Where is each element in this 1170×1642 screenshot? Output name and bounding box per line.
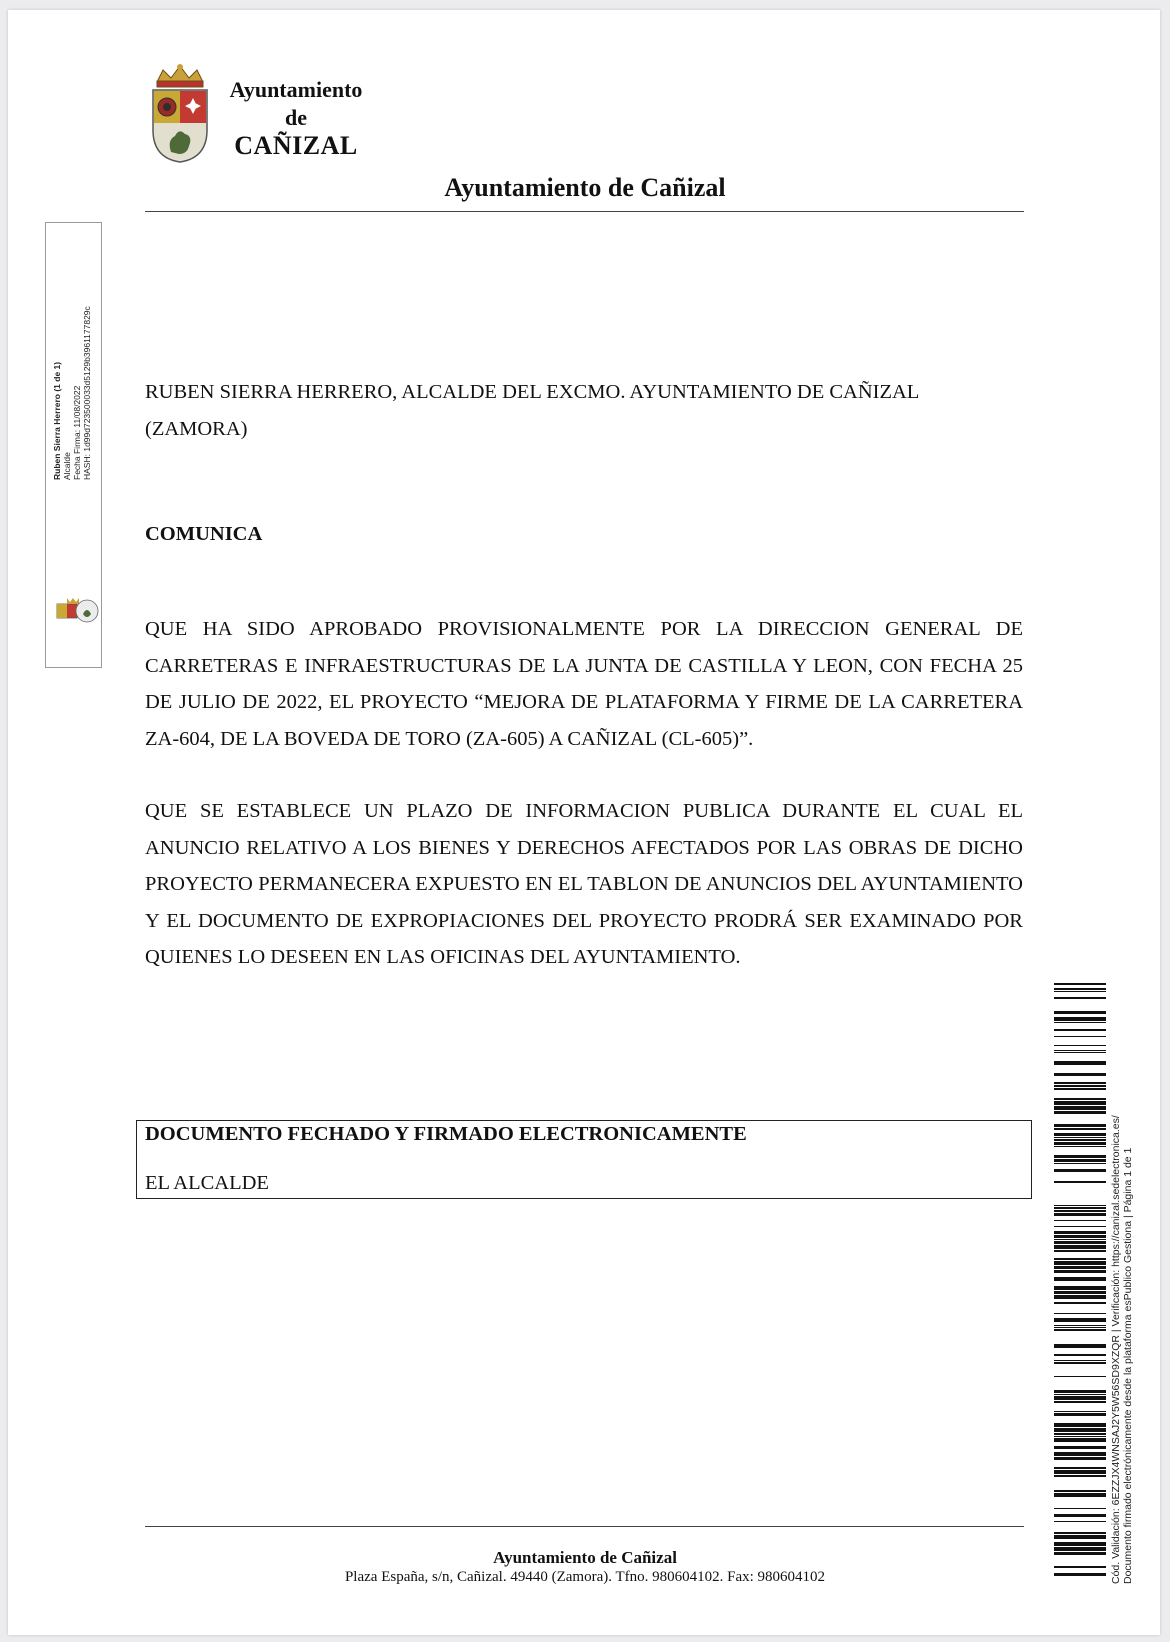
signature-stamp-text xyxy=(52,60,92,480)
body-paragraph-2: QUE SE ESTABLECE UN PLAZO DE INFORMACION PUBLICA DURANTE EL CUAL EL ANUNCIO RELATIVO A LOS BIENES Y DERECHOS AFECTADOS POR LAS OBRAS DE DICHO PROYECTO PERMANECERA EXPUESTO EN EL TABLON DE ANUNCIOS DEL AYUNTAMIENTO Y EL DOCUMENTO DE EXPROPIACIONES DEL PROYECTO PRODRÁ SER EXAMINADO POR QUIENES LO DESEEN EN LAS OFICINAS DEL AYUNTAMIENTO. xyxy=(145,800,1023,968)
validation-platform-line: Documento firmado electrónicamente desde la plataforma esPublico Gestiona | Página 1 de 1 xyxy=(1122,1147,1134,1584)
footer-address: Plaza España, s/n, Cañizal. 49440 (Zamora). Tfno. 980604102. Fax: 980604102 xyxy=(344,1569,826,1585)
comunica-heading: COMUNICA xyxy=(145,523,263,545)
signature-role: EL ALCALDE xyxy=(145,1172,269,1194)
footer-divider xyxy=(145,1526,1024,1527)
validation-barcode xyxy=(1054,983,1106,1583)
logo-line-3: CAÑIZAL xyxy=(234,131,358,160)
body-paragraph-1: QUE HA SIDO APROBADO PROVISIONALMENTE POR LA DIRECCION GENERAL DE CARRETERAS E INFRAESTRUCTURAS DE LA JUNTA DE CASTILLA Y LEON, CON FECHA 25 DE JULIO DE 2022, EL PROYECTO “MEJORA DE PLATAFORMA Y FIRME DE LA CARRETERA ZA-604, DE LA BOVEDA DE TORO (ZA-605) A CAÑIZAL (CL-605)”. xyxy=(145,618,1023,750)
logo-wordmark xyxy=(222,76,370,160)
header-divider xyxy=(145,211,1024,212)
logo-line-2: de xyxy=(285,105,307,130)
validation-code-line: Cód. Validación: 6EZZJX4WNSAJ2Y5W56SD9XZQR | Verificación: https://canizal.sedelectronica.es/ xyxy=(1110,1115,1122,1584)
signature-title: DOCUMENTO FECHADO Y FIRMADO ELECTRONICAMENTE xyxy=(145,1123,747,1145)
coat-of-arms-logo xyxy=(145,62,215,166)
stamp-hash: HASH: 1d99d723500033d5129b3961177829c xyxy=(82,306,92,480)
stamp-seal-icon xyxy=(53,596,101,626)
page-title: Ayuntamiento de Cañizal xyxy=(444,173,726,202)
stamp-role: Alcalde xyxy=(62,452,72,480)
stamp-date: Fecha Firma: 11/08/2022 xyxy=(72,385,82,480)
validation-text xyxy=(1110,1064,1134,1584)
stamp-signer: Ruben Sierra Herrero (1 de 1) xyxy=(52,361,62,480)
footer-name: Ayuntamiento de Cañizal xyxy=(493,1548,677,1567)
logo-line-1: Ayuntamiento xyxy=(229,77,363,102)
addressee: RUBEN SIERRA HERRERO, ALCALDE DEL EXCMO. AYUNTAMIENTO DE CAÑIZAL (ZAMORA) xyxy=(145,381,919,440)
